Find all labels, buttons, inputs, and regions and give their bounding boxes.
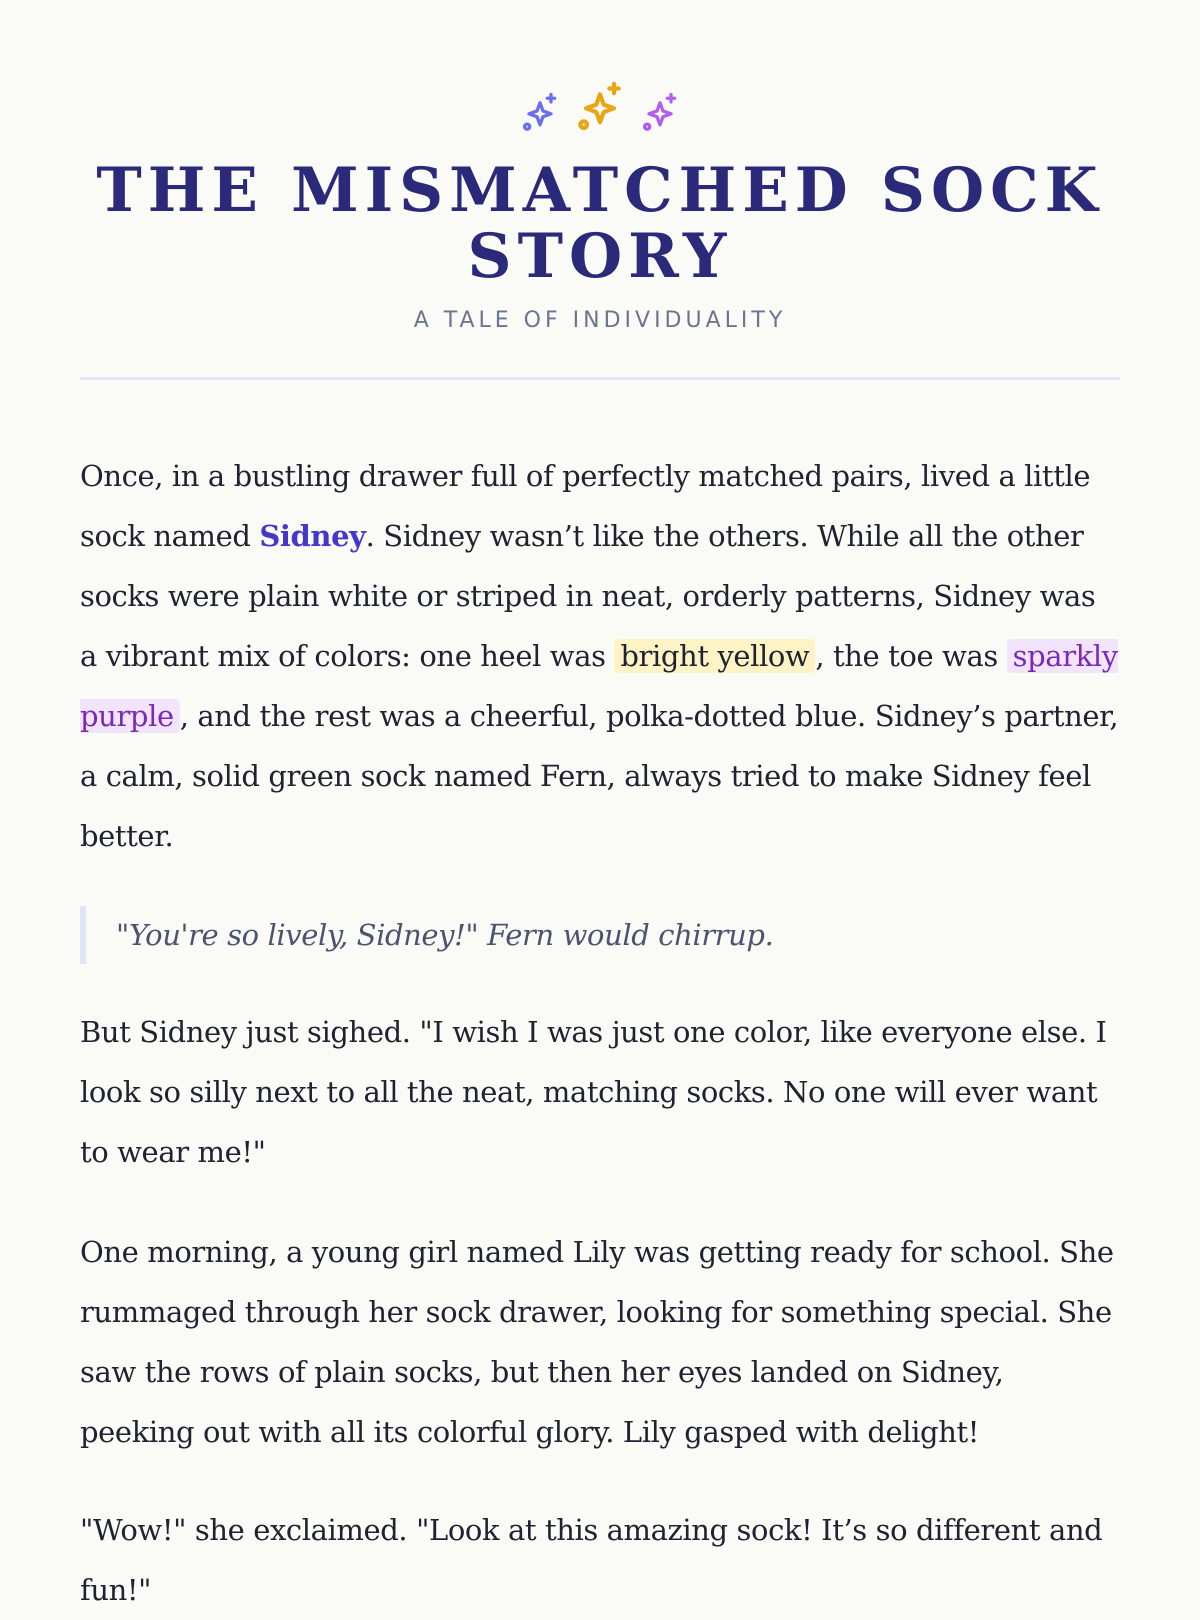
purple-highlight: sparkly purple <box>80 639 1118 733</box>
sparkles-icon <box>518 90 562 134</box>
story-page <box>80 0 1120 1620</box>
text-run: . Sidney wasn’t like the others. While all the other socks were plain white or striped in neat, orderly patterns, Sidney was a vibrant mix of colors: one heel was <box>80 519 1096 673</box>
text-run: Once, in a bustling drawer full of perfectly matched pairs, lived a little sock named <box>80 459 1091 553</box>
character-name-highlight: Sidney <box>259 519 366 553</box>
story-paragraph: "Wow!" she exclaimed. "Look at this amazing sock! It’s so different and fun!" <box>80 1513 1103 1607</box>
yellow-highlight: bright yellow <box>614 639 815 673</box>
story-body <box>80 446 1120 1620</box>
story-paragraph: But Sidney just sighed. "I wish I was just one color, like everyone else. I look so silly next to all the neat, matching socks. No one will ever want to wear me!" <box>80 1015 1107 1169</box>
story-paragraph: One morning, a young girl named Lily was getting ready for school. She rummaged through her sock drawer, looking for something special. She saw the rows of plain socks, but then her eyes landed on Sidney, peeking out with all its colorful glory. Lily gasped with delight! <box>80 1235 1114 1449</box>
sparkles-header <box>80 78 1120 134</box>
sparkles-icon <box>572 78 628 134</box>
page-subtitle: A TALE OF INDIVIDUALITY <box>413 308 787 333</box>
text-run: , the toe was <box>815 639 1007 673</box>
sparkles-icon <box>638 90 682 134</box>
blockquote: "You're so lively, Sidney!" Fern would chirrup. <box>80 906 1120 964</box>
page-title: THE MISMATCHED SOCK STORY <box>96 155 1104 292</box>
text-run: , and the rest was a cheerful, polka-dotted blue. Sidney’s partner, a calm, solid green sock named Fern, always tried to make Sidney feel better. <box>80 699 1119 853</box>
header-divider <box>80 377 1120 380</box>
story-paragraph <box>80 446 1120 866</box>
